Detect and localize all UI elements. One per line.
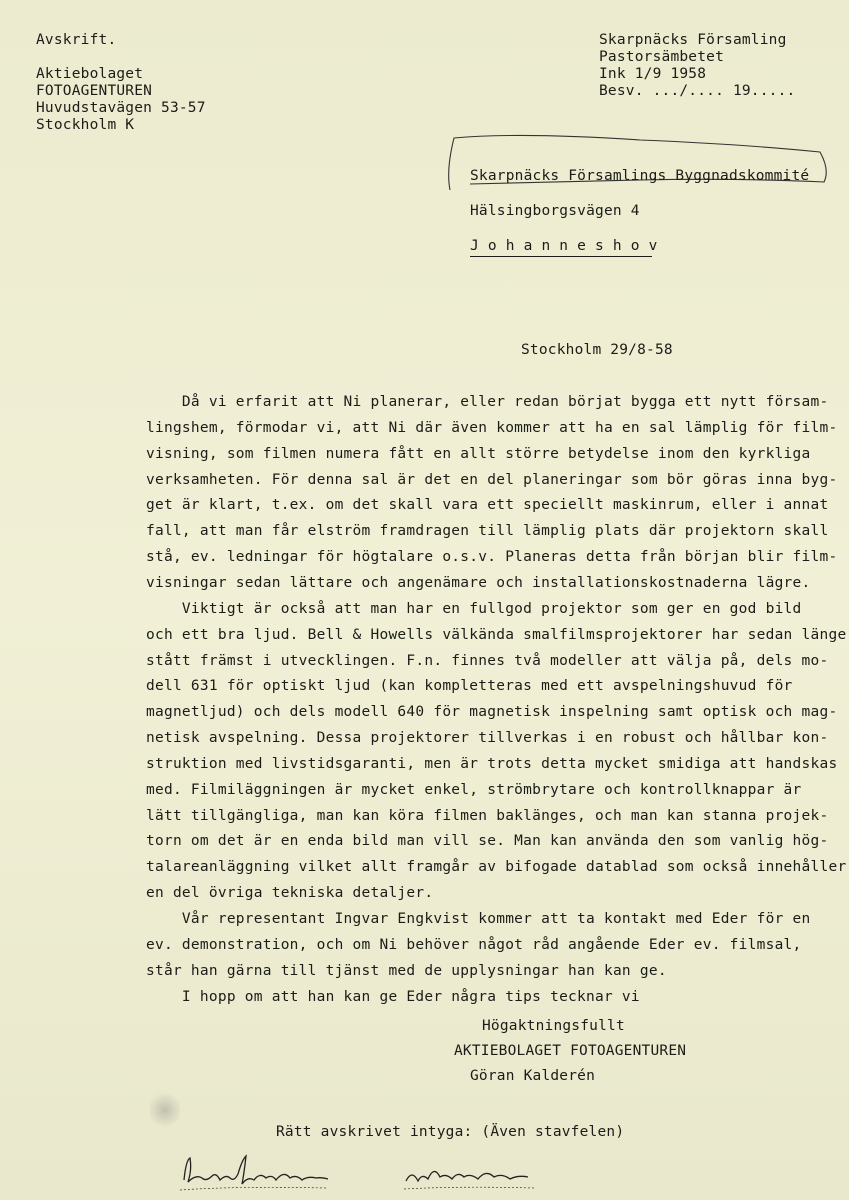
- closing-company: AKTIEBOLAGET FOTOAGENTUREN: [454, 1043, 687, 1059]
- body-line: med. Filmiläggningen är mycket enkel, strömbrytare och kontrollknappar är: [146, 782, 802, 798]
- body-line: och ett bra ljud. Bell & Howells välkända smalfilmsprojektorer har sedan länge: [146, 627, 847, 643]
- recipient-city-underline: [470, 256, 652, 257]
- body-line: netisk avspelning. Dessa projektorer tillverkas i en robust och hållbar kon-: [146, 730, 829, 746]
- body-line: lätt tillgängliga, man kan köra filmen baklänges, och man kan stanna projek-: [146, 808, 829, 824]
- body-line: talareanläggning vilket allt framgår av bifogade datablad som också innehåller: [146, 859, 847, 875]
- body-line: magnetljud) och dels modell 640 för magnetisk inspelning samt optisk och mag-: [146, 704, 838, 720]
- body-line: en del övriga tekniska detaljer.: [146, 885, 434, 901]
- recipient-name: Skarpnäcks Församlings Byggnadskommité: [470, 168, 810, 184]
- body-line: I hopp om att han kan ge Eder några tips tecknar vi: [146, 989, 640, 1005]
- sender-company-line2: FOTOAGENTUREN: [36, 83, 153, 99]
- ink-smudge: [150, 1090, 180, 1130]
- body-line: get är klart, t.ex. om det skall vara ett speciellt maskinrum, eller i annat: [146, 497, 829, 513]
- body-line: stått främst i utvecklingen. F.n. finnes två modeller att välja på, dels mo-: [146, 653, 829, 669]
- closing-greeting: Högaktningsfullt: [482, 1018, 625, 1034]
- body-line: Då vi erfarit att Ni planerar, eller redan börjat bygga ett nytt försam-: [146, 394, 829, 410]
- body-line: visningar sedan lättare och angenämare och installationskostnaderna lägre.: [146, 575, 811, 591]
- sender-street: Huvudstavägen 53-57: [36, 100, 206, 116]
- signature-second: [400, 1155, 540, 1195]
- recipient-city: J o h a n n e s h o v: [470, 238, 658, 254]
- recipient-bracket: [440, 130, 830, 200]
- stamp-line2: Pastorsämbetet: [599, 49, 725, 65]
- body-line: står han gärna till tjänst med de upplysningar han kan ge.: [146, 963, 667, 979]
- stamp-line3: Ink 1/9 1958: [599, 66, 707, 82]
- copy-label: Avskrift.: [36, 32, 117, 48]
- sender-city: Stockholm K: [36, 117, 135, 133]
- body-line: fall, att man får elström framdragen till lämplig plats där projektorn skall: [146, 523, 829, 539]
- body-line: visning, som filmen numera fått en allt större betydelse inom den kyrkliga: [146, 446, 811, 462]
- letter-date: Stockholm 29/8-58: [521, 342, 673, 358]
- sender-company-line1: Aktiebolaget: [36, 66, 144, 82]
- body-line: stå, ev. ledningar för högtalare o.s.v. Planeras detta från början blir film-: [146, 549, 838, 565]
- body-line: dell 631 för optiskt ljud (kan kompletteras med ett avspelningshuvud för: [146, 678, 793, 694]
- body-line: verksamheten. För denna sal är det en del planeringar som bör göras inna byg-: [146, 472, 838, 488]
- body-line: Viktigt är också att man har en fullgod projektor som ger en god bild: [146, 601, 802, 617]
- body-line: struktion med livstidsgaranti, men är trots detta mycket smidiga att handskas: [146, 756, 838, 772]
- stamp-line4: Besv. .../.... 19.....: [599, 83, 796, 99]
- recipient-street: Hälsingborgsvägen 4: [470, 203, 640, 219]
- body-line: lingshem, förmodar vi, att Ni där även kommer att ha en sal lämplig för film-: [146, 420, 838, 436]
- closing-signer: Göran Kalderén: [470, 1068, 596, 1084]
- attestation-text: Rätt avskrivet intyga: (Även stavfelen): [276, 1124, 625, 1140]
- signature-birgit: [176, 1150, 336, 1195]
- body-line: torn om det är en enda bild man vill se. Man kan använda den som vanlig hög-: [146, 833, 829, 849]
- stamp-line1: Skarpnäcks Församling: [599, 32, 787, 48]
- body-line: Vår representant Ingvar Engkvist kommer att ta kontakt med Eder för en: [146, 911, 811, 927]
- body-line: ev. demonstration, och om Ni behöver något råd angående Eder ev. filmsal,: [146, 937, 802, 953]
